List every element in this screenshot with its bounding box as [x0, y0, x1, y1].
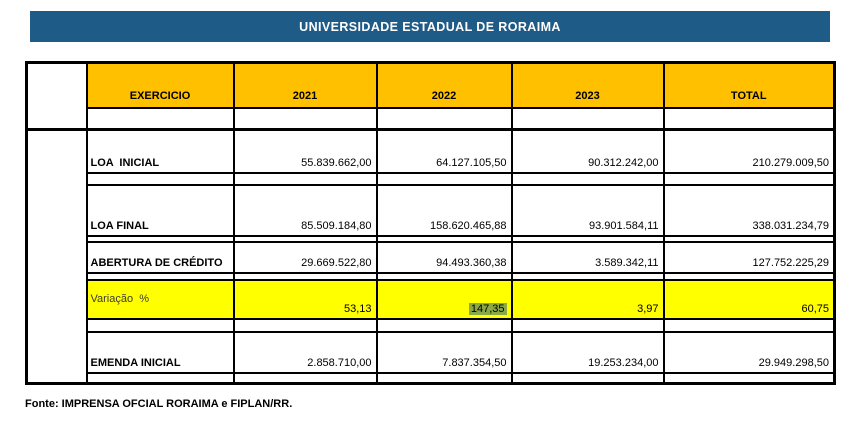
- title-bar: [30, 11, 830, 42]
- col-header-2023: 2023: [512, 63, 664, 108]
- cell-value: 338.031.234,79: [664, 185, 835, 236]
- row-label: LOA FINAL: [87, 185, 234, 236]
- cell-value: 94.493.360,38: [377, 242, 512, 273]
- spacer-row: [27, 319, 835, 332]
- table-row-variacao: [27, 280, 835, 319]
- col-header-2022: 2022: [377, 63, 512, 108]
- spacer-row: [27, 108, 835, 130]
- corner-cell: [27, 63, 87, 130]
- page-title: UNIVERSIDADE ESTADUAL DE RORAIMA: [299, 19, 561, 34]
- spacer-row: [27, 373, 835, 384]
- cell-value: 93.901.584,11: [512, 185, 664, 236]
- table-row-loa-inicial: [27, 130, 835, 173]
- row-label: Variação %: [87, 280, 234, 319]
- row-label: EMENDA INICIAL: [87, 332, 234, 373]
- cell-value: 29.949.298,50: [664, 332, 835, 373]
- row-label: ABERTURA DE CRÉDITO: [87, 242, 234, 273]
- cell-value: 3,97: [512, 280, 664, 319]
- table-row-abertura-de-credito: [27, 242, 835, 273]
- cell-value: 90.312.242,00: [512, 130, 664, 173]
- col-header-exercicio: EXERCICIO: [87, 63, 234, 108]
- table-header-row: [27, 63, 835, 108]
- cell-value: 158.620.465,88: [377, 185, 512, 236]
- spacer-row: [27, 173, 835, 185]
- budget-table: [25, 61, 836, 385]
- cell-value: 29.669.522,80: [234, 242, 377, 273]
- cell-value: 55.839.662,00: [234, 130, 377, 173]
- cell-value: 2.858.710,00: [234, 332, 377, 373]
- cell-value: 53,13: [234, 280, 377, 319]
- table-row-emenda-inicial: [27, 332, 835, 373]
- cell-value: 19.253.234,00: [512, 332, 664, 373]
- table-row-loa-final: [27, 185, 835, 236]
- cell-value: 64.127.105,50: [377, 130, 512, 173]
- row-label: LOA INICIAL: [87, 130, 234, 173]
- left-margin-cell: [27, 130, 87, 384]
- cell-value: 127.752.225,29: [664, 242, 835, 273]
- green-highlight: 147,35: [470, 302, 505, 315]
- cell-value: 210.279.009,50: [664, 130, 835, 173]
- cell-value: 3.589.342,11: [512, 242, 664, 273]
- cell-value: 7.837.354,50: [377, 332, 512, 373]
- source-note: Fonte: IMPRENSA OFCIAL RORAIMA e FIPLAN/RR.: [25, 398, 293, 410]
- spacer-row: [27, 273, 835, 280]
- cell-value: 60,75: [664, 280, 835, 319]
- cell-value-highlighted: [377, 280, 512, 319]
- cell-value: 85.509.184,80: [234, 185, 377, 236]
- col-header-2021: 2021: [234, 63, 377, 108]
- col-header-total: TOTAL: [664, 63, 835, 108]
